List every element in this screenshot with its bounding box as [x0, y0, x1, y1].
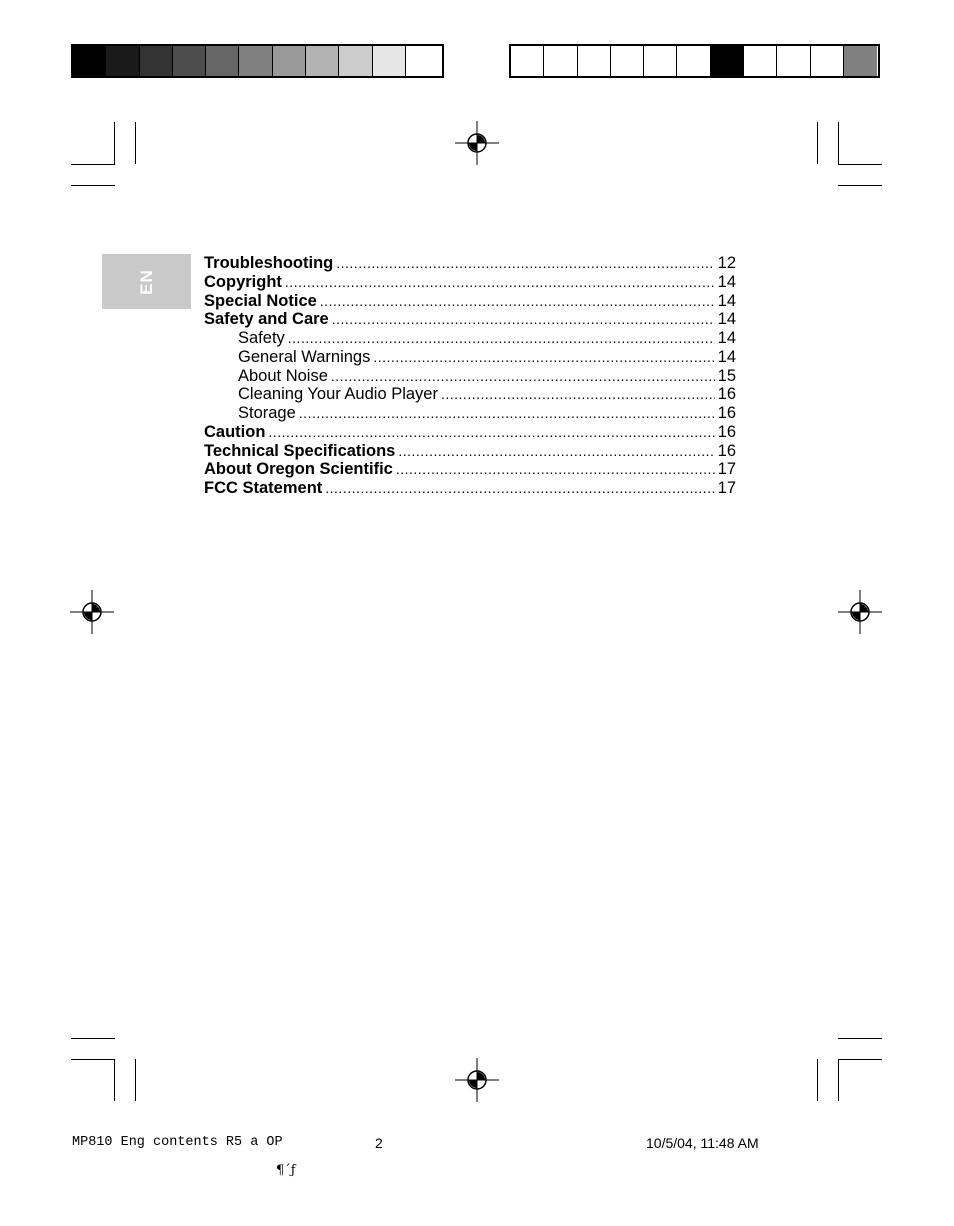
- toc-entry-page: 16: [717, 441, 736, 460]
- color-swatch: [777, 46, 810, 76]
- toc-entry-title: FCC Statement: [204, 479, 323, 497]
- toc-entry-page: 14: [717, 329, 736, 347]
- toc-subentry[interactable]: [204, 348, 736, 367]
- color-swatch: [173, 46, 206, 76]
- crop-mark: [135, 122, 136, 164]
- toc-entry-title: Copyright: [204, 272, 282, 291]
- toc-entry[interactable]: [204, 460, 736, 479]
- slug-file-name: MP810 Eng contents R5 a OP: [72, 1135, 283, 1150]
- color-swatch: [544, 46, 577, 76]
- toc-subentry[interactable]: [204, 404, 736, 423]
- toc-entry[interactable]: [204, 479, 736, 498]
- toc-entry[interactable]: [204, 273, 736, 292]
- crop-mark: [71, 1038, 115, 1039]
- color-swatch: [811, 46, 844, 76]
- toc-entry-title: Special Notice: [204, 291, 317, 310]
- table-of-contents: [204, 254, 736, 498]
- color-swatch: [578, 46, 611, 76]
- toc-entry[interactable]: [204, 254, 736, 273]
- toc-entry-title: Cleaning Your Audio Player: [238, 385, 438, 404]
- crop-mark: [838, 1059, 839, 1101]
- toc-entry-title: Safety: [238, 329, 285, 347]
- toc-entry-title: Technical Specifications: [204, 441, 396, 460]
- crop-mark: [838, 185, 882, 186]
- color-swatch: [511, 46, 544, 76]
- toc-entry-title: Safety and Care: [204, 310, 329, 329]
- toc-subentry[interactable]: [204, 385, 736, 404]
- toc-entry-title: About Noise: [238, 366, 328, 385]
- slug-page-number: 2: [375, 1135, 383, 1151]
- toc-entry-page: 12: [717, 254, 736, 272]
- crop-mark: [71, 164, 115, 165]
- toc-entry-page: 16: [717, 385, 736, 404]
- crop-mark: [838, 1038, 882, 1039]
- color-swatch: [373, 46, 406, 76]
- toc-entry-title: About Oregon Scientific: [204, 460, 393, 479]
- language-tab: [102, 254, 191, 309]
- toc-entry-page: 17: [717, 479, 736, 497]
- crop-mark: [817, 122, 818, 164]
- toc-entry-page: 14: [717, 347, 736, 366]
- toc-entry[interactable]: [204, 310, 736, 329]
- crop-mark: [838, 1059, 882, 1060]
- color-swatch: [73, 46, 106, 76]
- color-swatch: [406, 46, 439, 76]
- registration-mark-icon: [455, 121, 499, 165]
- toc-entry[interactable]: [204, 423, 736, 442]
- color-swatch: [744, 46, 777, 76]
- toc-entry[interactable]: [204, 442, 736, 461]
- toc-entry-page: 16: [717, 422, 736, 441]
- toc-entry-title: Troubleshooting: [204, 254, 334, 272]
- crop-mark: [71, 185, 115, 186]
- crop-mark: [817, 1059, 818, 1101]
- color-swatch: [711, 46, 744, 76]
- color-swatch: [611, 46, 644, 76]
- color-swatch: [206, 46, 239, 76]
- crop-mark: [838, 164, 882, 165]
- color-bar-right: [509, 44, 880, 78]
- toc-subentry[interactable]: [204, 367, 736, 386]
- toc-entry-page: 14: [717, 291, 736, 310]
- slug-extra-glyphs: ¶´ƒ: [276, 1163, 296, 1178]
- crop-mark: [114, 122, 115, 164]
- language-tab-label: EN: [136, 268, 156, 295]
- toc-subentry[interactable]: [204, 329, 736, 348]
- toc-entry[interactable]: [204, 292, 736, 311]
- crop-mark: [838, 122, 839, 164]
- registration-mark-icon: [455, 1058, 499, 1102]
- crop-mark: [135, 1059, 136, 1101]
- toc-entry-page: 17: [717, 460, 736, 479]
- toc-entry-page: 15: [717, 366, 736, 385]
- color-bar-left: [71, 44, 444, 78]
- toc-entry-title: General Warnings: [238, 347, 371, 366]
- toc-entry-title: Caution: [204, 422, 266, 441]
- color-swatch: [644, 46, 677, 76]
- color-swatch: [339, 46, 372, 76]
- color-swatch: [844, 46, 877, 76]
- toc-entry-page: 14: [717, 272, 736, 291]
- color-swatch: [273, 46, 306, 76]
- crop-mark: [71, 1059, 115, 1060]
- color-swatch: [306, 46, 339, 76]
- color-swatch: [239, 46, 272, 76]
- color-swatch: [140, 46, 173, 76]
- slug-date: 10/5/04, 11:48 AM: [646, 1135, 759, 1151]
- crop-mark: [114, 1059, 115, 1101]
- toc-entry-page: 14: [717, 310, 736, 329]
- toc-entry-title: Storage: [238, 404, 296, 422]
- registration-mark-icon: [838, 590, 882, 634]
- registration-mark-icon: [70, 590, 114, 634]
- color-swatch: [106, 46, 139, 76]
- toc-entry-page: 16: [717, 404, 736, 422]
- color-swatch: [677, 46, 710, 76]
